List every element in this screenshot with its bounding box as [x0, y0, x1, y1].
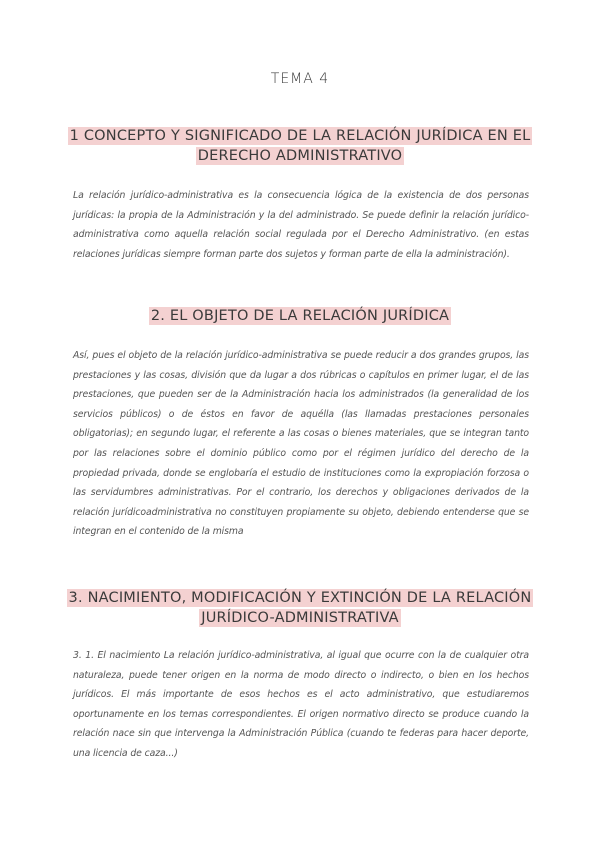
- heading-highlight: 1 CONCEPTO Y SIGNIFICADO DE LA RELACIÓN JURÍDICA EN EL DERECHO ADMINISTRATIVO: [69, 128, 531, 164]
- section-heading-concepto: [60, 126, 540, 166]
- topic-title: TEMA 4: [270, 71, 330, 87]
- heading-highlight: 3. NACIMIENTO, MODIFICACIÓN Y EXTINCIÓN DE LA RELACIÓN JURÍDICO-ADMINISTRATIVA: [68, 590, 532, 626]
- section-body-nacimiento: 3. 1. El nacimiento La relación jurídico-administrativa, al igual que ocurre con la de cualquier otra naturaleza, puede tener origen en la norma de modo directo o indirecto, o bien en los hechos jurídicos. El más importante de esos hechos es el acto administrativo, que estudiaremos oportunamente en los temas correspondientes. El origen normativo directo se produce cuando la relación nace sin que intervenga la Administración Pública (cuando te federas para hacer deporte, una licencia de caza...): [73, 650, 529, 759]
- section-heading-nacimiento: [60, 588, 540, 628]
- section-body-objeto: Así, pues el objeto de la relación jurídico-administrativa se puede reducir a dos grandes grupos, las prestaciones y las cosas, división que da lugar a dos rúbricas o capítulos en primer lugar, el de las prestaciones, que pueden ser de la Administración hacia los administrados (la generalidad de los servicios públicos) o de éstos en favor de aquélla (las llamadas prestaciones personales obligatorias); en segundo lugar, el referente a las cosas o bienes materiales, que se integran tanto por las relaciones sobre el dominio público como por el régimen jurídico del derecho de la propiedad privada, donde se englobaría el estudio de instituciones como la expropiación forzosa o las servidumbres administrativas. Por el contrario, los derechos y obligaciones derivados de la relación jurídicoadministrativa no constituyen propiamente su objeto, debiendo entenderse que se integran en el contenido de la misma: [73, 350, 529, 538]
- heading-highlight: 2. EL OBJETO DE LA RELACIÓN JURÍDICA: [150, 308, 450, 324]
- section-heading-objeto: [60, 306, 540, 326]
- section-body-concepto: La relación jurídico-administrativa es la consecuencia lógica de la existencia de dos personas jurídicas: la propia de la Administración y la del administrado. Se puede definir la relación jurídico-administrativa como aquella relación social regulada por el Derecho Administrativo. (en estas relaciones jurídicas siempre forman parte dos sujetos y forman parte de ella la administración).: [73, 190, 529, 260]
